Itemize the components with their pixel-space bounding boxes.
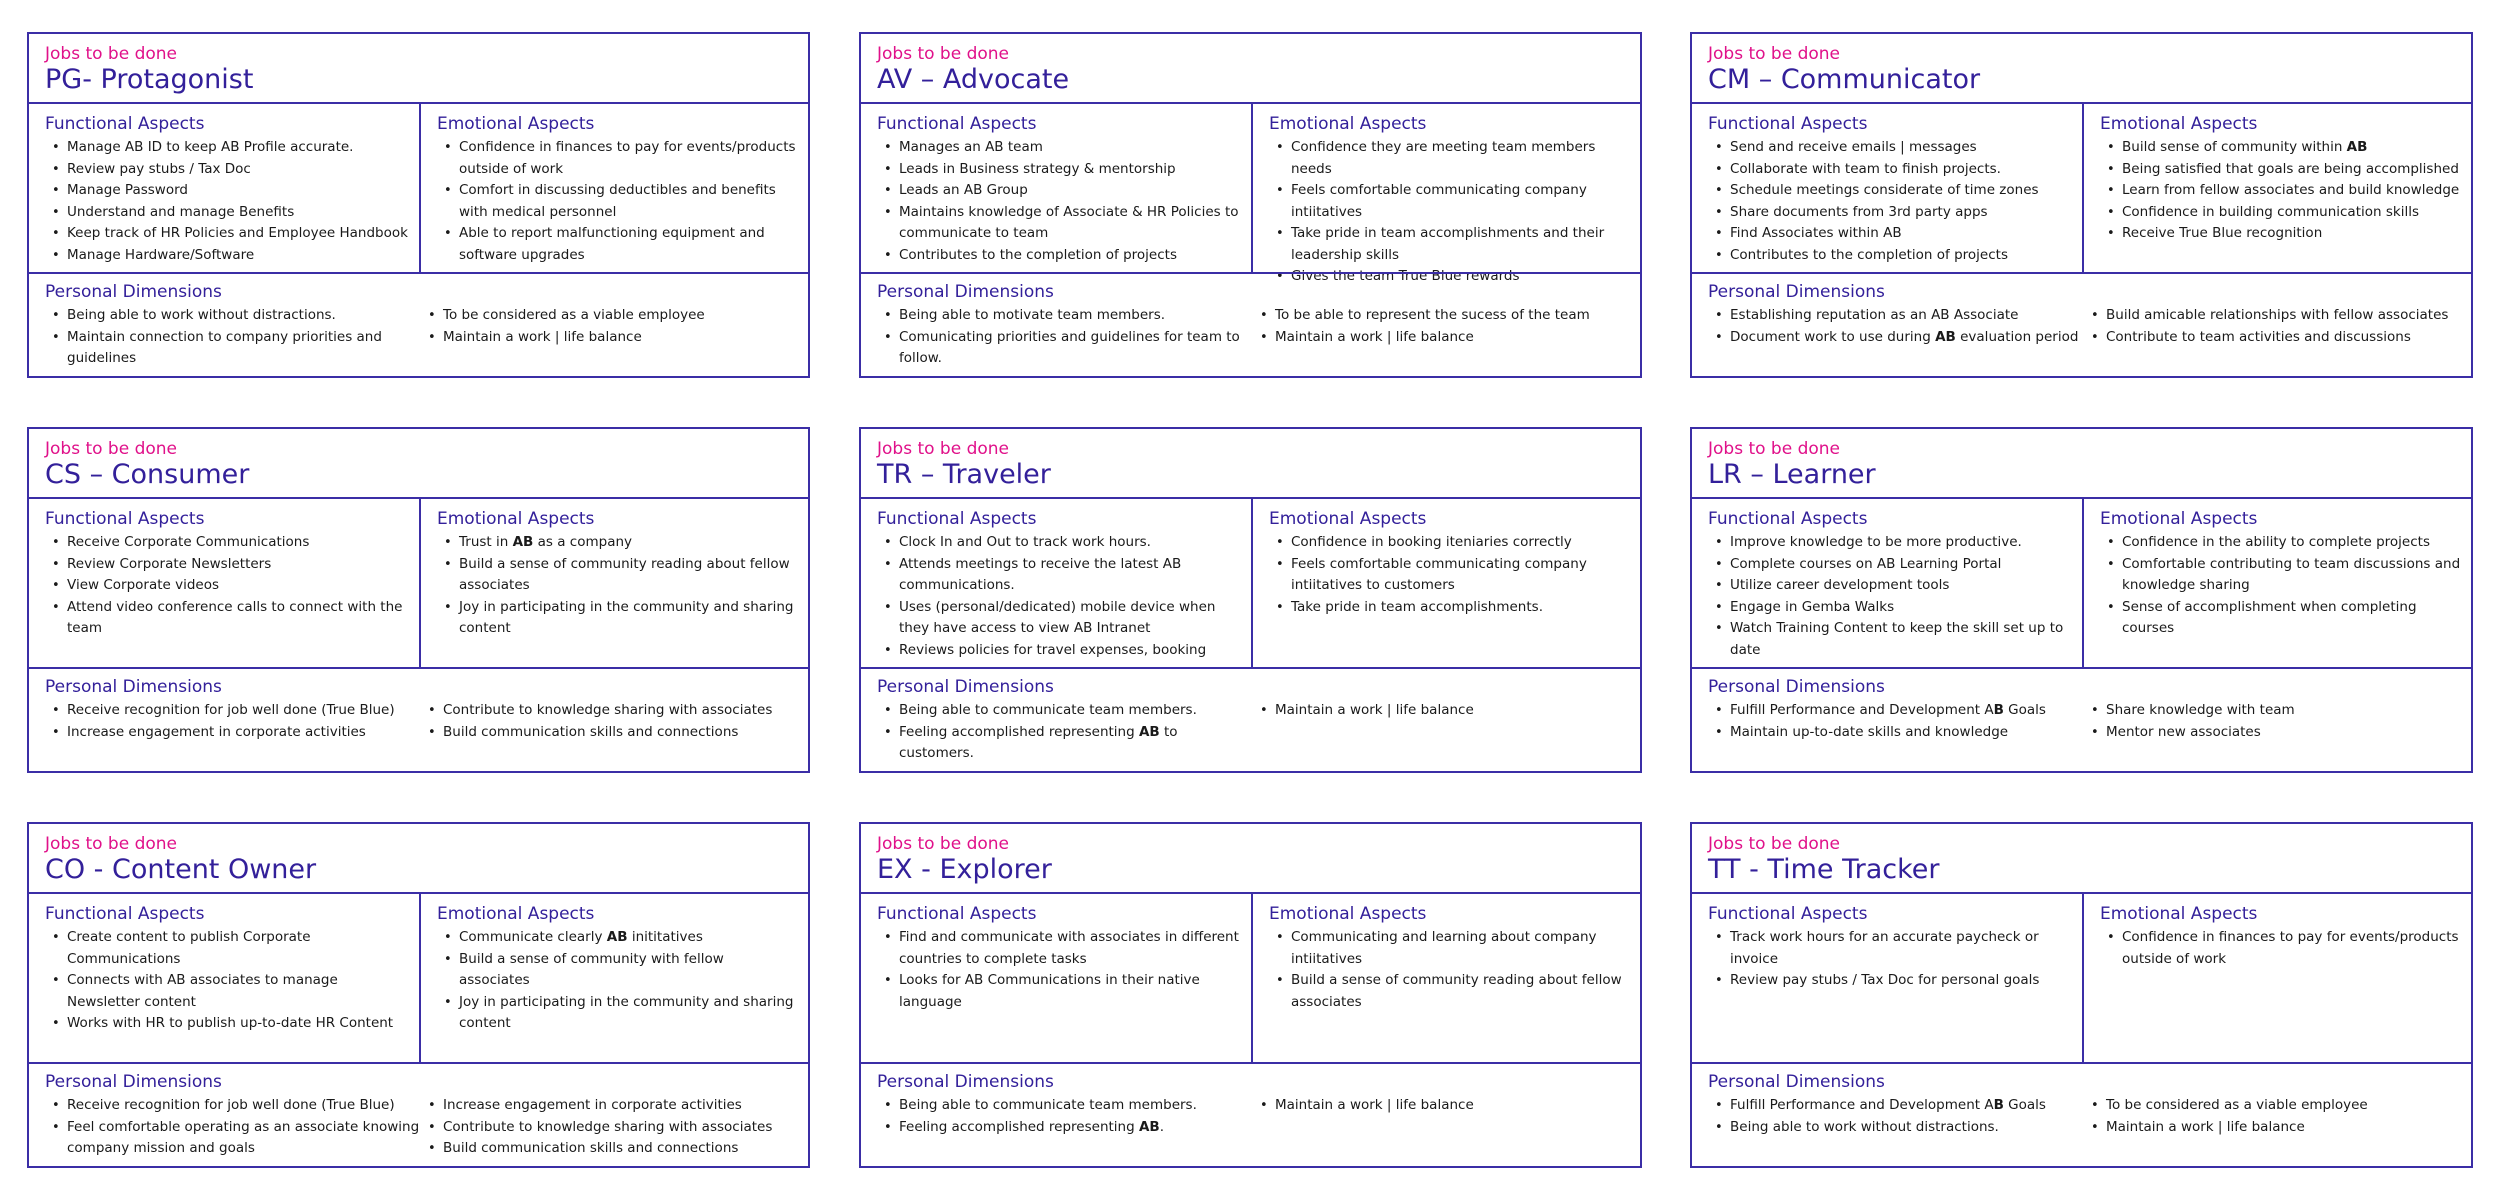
personal-dimension-item: • Comunicating priorities and guidelines for team to follow.: [877, 327, 1253, 370]
jobs-to-be-done-label: Jobs to be done: [45, 439, 178, 459]
personal-dimension-list: [2084, 305, 2454, 348]
persona-title: AV – Advocate: [877, 64, 1070, 95]
functional-aspects-section: [861, 499, 1253, 667]
personal-dimensions-right: [421, 305, 791, 348]
emotional-aspect-item: • Receive True Blue recognition: [2100, 223, 2461, 245]
emotional-aspect-item: • Gives the team True Blue rewards: [1269, 266, 1630, 288]
personal-dimension-item: • To be considered as a viable employee: [2084, 1095, 2454, 1117]
emotional-aspect-list: [437, 532, 798, 640]
personal-dimensions-heading: Personal Dimensions: [1708, 1072, 1885, 1092]
personal-dimension-list: [877, 305, 1253, 370]
functional-aspect-list: [45, 927, 409, 1035]
emotional-aspect-item: • Trust in AB as a company: [437, 532, 798, 554]
persona-card: [27, 822, 810, 1168]
functional-aspect-list: [1708, 137, 2072, 266]
functional-aspect-list: [877, 927, 1241, 1013]
functional-aspect-list: [877, 532, 1241, 661]
card-header: [1692, 429, 2471, 499]
personal-dimensions-left: [877, 700, 1253, 765]
personal-dimension-list: [1253, 305, 1623, 348]
functional-aspect-item: • Looks for AB Communications in their native language: [877, 970, 1241, 1013]
emotional-aspects-section: [2084, 894, 2471, 1062]
personal-dimensions-heading: Personal Dimensions: [45, 1072, 222, 1092]
functional-aspect-item: • Share documents from 3rd party apps: [1708, 202, 2072, 224]
functional-aspect-list: [45, 137, 409, 266]
emotional-aspect-list: [2100, 927, 2461, 970]
personal-dimension-item: • Mentor new associates: [2084, 722, 2454, 744]
personal-dimension-list: [1253, 1095, 1623, 1117]
emotional-aspect-list: [437, 927, 798, 1035]
emotional-aspect-item: • Comfort in discussing deductibles and benefits with medical personnel: [437, 180, 798, 223]
functional-aspect-list: [877, 137, 1241, 266]
functional-aspect-item: • Reviews policies for travel expenses, booking: [877, 640, 1241, 662]
emotional-aspect-item: • Sense of accomplishment when completing courses: [2100, 597, 2461, 640]
persona-card: [859, 822, 1642, 1168]
emotional-aspect-item: • Take pride in team accomplishments.: [1269, 597, 1630, 619]
emotional-aspect-item: • Confidence in building communication skills: [2100, 202, 2461, 224]
emotional-aspect-list: [2100, 137, 2461, 245]
functional-aspect-item: • Improve knowledge to be more productive.: [1708, 532, 2072, 554]
personal-dimension-list: [421, 700, 791, 743]
emotional-aspects-heading: Emotional Aspects: [2100, 509, 2258, 529]
personal-dimension-item: • Build amicable relationships with fellow associates: [2084, 305, 2454, 327]
personal-dimension-item: • Maintain a work | life balance: [1253, 1095, 1623, 1117]
personal-dimension-item: • Being able to motivate team members.: [877, 305, 1253, 327]
functional-aspect-item: • Attends meetings to receive the latest AB communications.: [877, 554, 1241, 597]
jobs-to-be-done-label: Jobs to be done: [45, 834, 178, 854]
functional-aspects-section: [29, 894, 421, 1062]
personal-dimension-item: • Contribute to team activities and discussions: [2084, 327, 2454, 349]
personal-dimensions-heading: Personal Dimensions: [1708, 677, 1885, 697]
functional-aspect-item: • Schedule meetings considerate of time zones: [1708, 180, 2072, 202]
functional-aspect-item: • Collaborate with team to finish projects.: [1708, 159, 2072, 181]
functional-aspect-item: • Leads in Business strategy & mentorship: [877, 159, 1241, 181]
personal-dimension-item: • To be able to represent the sucess of the team: [1253, 305, 1623, 327]
functional-aspects-section: [29, 499, 421, 667]
personal-dimension-item: • To be considered as a viable employee: [421, 305, 791, 327]
emotional-aspects-heading: Emotional Aspects: [1269, 114, 1427, 134]
personal-dimension-list: [1708, 1095, 2084, 1138]
persona-card: [1690, 32, 2473, 378]
personal-dimension-item: • Being able to communicate team members.: [877, 1095, 1253, 1117]
personal-dimensions-right: [1253, 1095, 1623, 1117]
persona-card: [859, 427, 1642, 773]
emotional-aspect-item: • Feels comfortable communicating company intiitatives: [1269, 180, 1630, 223]
card-header: [861, 429, 1640, 499]
emotional-aspects-heading: Emotional Aspects: [437, 509, 595, 529]
personal-dimensions-section: [1692, 1062, 2471, 1166]
functional-aspect-list: [45, 532, 409, 640]
persona-title: CS – Consumer: [45, 459, 250, 490]
emotional-aspect-item: • Build a sense of community reading about fellow associates: [1269, 970, 1630, 1013]
functional-aspect-item: • Clock In and Out to track work hours.: [877, 532, 1241, 554]
emotional-aspect-item: • Confidence in finances to pay for events/products outside of work: [2100, 927, 2461, 970]
emotional-aspects-heading: Emotional Aspects: [1269, 509, 1427, 529]
emotional-aspect-list: [2100, 532, 2461, 640]
functional-aspect-item: • Complete courses on AB Learning Portal: [1708, 554, 2072, 576]
emotional-aspects-heading: Emotional Aspects: [437, 904, 595, 924]
emotional-aspects-section: [421, 894, 808, 1062]
emotional-aspects-section: [421, 104, 808, 272]
personal-dimension-item: • Maintain a work | life balance: [2084, 1117, 2454, 1139]
jobs-to-be-done-label: Jobs to be done: [1708, 834, 1841, 854]
personal-dimension-item: • Being able to work without distractions.: [45, 305, 421, 327]
functional-aspect-item: • Review pay stubs / Tax Doc: [45, 159, 409, 181]
emotional-aspect-list: [437, 137, 798, 266]
personal-dimension-list: [45, 305, 421, 370]
functional-aspect-item: • Works with HR to publish up-to-date HR Content: [45, 1013, 409, 1035]
card-header: [861, 824, 1640, 894]
persona-title: CO - Content Owner: [45, 854, 317, 885]
functional-aspects-section: [1692, 894, 2084, 1062]
functional-aspect-item: • Leads an AB Group: [877, 180, 1241, 202]
persona-title: TT - Time Tracker: [1708, 854, 1940, 885]
personal-dimensions-left: [45, 1095, 421, 1160]
emotional-aspect-item: • Confidence in the ability to complete projects: [2100, 532, 2461, 554]
personal-dimension-item: • Maintain a work | life balance: [421, 327, 791, 349]
functional-aspect-item: • Contributes to the completion of projects: [877, 245, 1241, 267]
card-header: [29, 824, 808, 894]
personal-dimensions-heading: Personal Dimensions: [877, 282, 1054, 302]
personal-dimensions-right: [1253, 700, 1623, 722]
emotional-aspect-list: [1269, 137, 1630, 288]
emotional-aspect-item: • Confidence in finances to pay for events/products outside of work: [437, 137, 798, 180]
persona-card: [1690, 822, 2473, 1168]
jobs-to-be-done-label: Jobs to be done: [45, 44, 178, 64]
personal-dimensions-heading: Personal Dimensions: [45, 282, 222, 302]
emotional-aspect-item: • Take pride in team accomplishments and their leadership skills: [1269, 223, 1630, 266]
emotional-aspects-heading: Emotional Aspects: [1269, 904, 1427, 924]
emotional-aspects-section: [2084, 499, 2471, 667]
persona-title: EX - Explorer: [877, 854, 1052, 885]
personal-dimensions-heading: Personal Dimensions: [877, 677, 1054, 697]
personal-dimension-list: [45, 1095, 421, 1160]
personal-dimension-item: • Maintain a work | life balance: [1253, 700, 1623, 722]
emotional-aspect-item: • Learn from fellow associates and build knowledge: [2100, 180, 2461, 202]
personal-dimensions-section: [29, 1062, 808, 1166]
personal-dimension-item: • Increase engagement in corporate activities: [45, 722, 421, 744]
functional-aspects-heading: Functional Aspects: [1708, 904, 1868, 924]
emotional-aspect-item: • Able to report malfunctioning equipment and software upgrades: [437, 223, 798, 266]
personal-dimensions-right: [421, 700, 791, 743]
functional-aspect-item: • Review pay stubs / Tax Doc for personal goals: [1708, 970, 2072, 992]
emotional-aspect-item: • Joy in participating in the community and sharing content: [437, 597, 798, 640]
functional-aspect-item: • Manage Hardware/Software: [45, 245, 409, 267]
functional-aspect-item: • Send and receive emails | messages: [1708, 137, 2072, 159]
jobs-to-be-done-label: Jobs to be done: [877, 44, 1010, 64]
functional-aspect-list: [1708, 927, 2072, 992]
functional-aspect-item: • Find Associates within AB: [1708, 223, 2072, 245]
emotional-aspects-section: [1253, 499, 1640, 667]
personal-dimensions-left: [45, 305, 421, 370]
emotional-aspect-list: [1269, 532, 1630, 618]
personal-dimension-item: • Fulfill Performance and Development AB Goals: [1708, 1095, 2084, 1117]
emotional-aspect-item: • Confidence in booking iteniaries correctly: [1269, 532, 1630, 554]
personal-dimension-item: • Establishing reputation as an AB Associate: [1708, 305, 2084, 327]
functional-aspect-item: • Track work hours for an accurate paycheck or invoice: [1708, 927, 2072, 970]
personal-dimension-item: • Share knowledge with team: [2084, 700, 2454, 722]
persona-title: PG- Protagonist: [45, 64, 254, 95]
functional-aspect-item: • Maintains knowledge of Associate & HR Policies to communicate to team: [877, 202, 1241, 245]
personal-dimension-list: [421, 305, 791, 348]
personal-dimension-item: • Increase engagement in corporate activities: [421, 1095, 791, 1117]
personal-dimensions-section: [861, 272, 1640, 376]
personal-dimensions-left: [1708, 305, 2084, 348]
emotional-aspects-section: [2084, 104, 2471, 272]
personal-dimensions-section: [1692, 667, 2471, 771]
functional-aspects-heading: Functional Aspects: [877, 509, 1037, 529]
personal-dimensions-right: [1253, 305, 1623, 348]
emotional-aspect-item: • Communicate clearly AB inititatives: [437, 927, 798, 949]
personal-dimensions-right: [2084, 1095, 2454, 1138]
emotional-aspects-heading: Emotional Aspects: [437, 114, 595, 134]
jobs-to-be-done-label: Jobs to be done: [1708, 439, 1841, 459]
emotional-aspect-item: • Feels comfortable communicating company intiitatives to customers: [1269, 554, 1630, 597]
functional-aspect-item: • Keep track of HR Policies and Employee Handbook: [45, 223, 409, 245]
personal-dimension-list: [421, 1095, 791, 1160]
functional-aspect-item: • Find and communicate with associates in different countries to complete tasks: [877, 927, 1241, 970]
persona-card: [27, 427, 810, 773]
functional-aspect-item: • Utilize career development tools: [1708, 575, 2072, 597]
personal-dimension-item: • Feeling accomplished representing AB.: [877, 1117, 1253, 1139]
functional-aspects-section: [1692, 499, 2084, 667]
card-header: [29, 429, 808, 499]
personal-dimension-item: • Being able to communicate team members.: [877, 700, 1253, 722]
card-header: [861, 34, 1640, 104]
emotional-aspects-heading: Emotional Aspects: [2100, 904, 2258, 924]
jobs-to-be-done-label: Jobs to be done: [877, 439, 1010, 459]
functional-aspect-item: • Attend video conference calls to connect with the team: [45, 597, 409, 640]
personal-dimensions-left: [45, 700, 421, 743]
personal-dimension-item: • Feel comfortable operating as an associate knowing company mission and goals: [45, 1117, 421, 1160]
personal-dimensions-left: [1708, 1095, 2084, 1138]
emotional-aspects-section: [421, 499, 808, 667]
emotional-aspects-section: [1253, 894, 1640, 1062]
personal-dimension-list: [877, 700, 1253, 765]
emotional-aspect-item: • Joy in participating in the community and sharing content: [437, 992, 798, 1035]
emotional-aspect-item: • Communicating and learning about company intiitatives: [1269, 927, 1630, 970]
personal-dimension-item: • Document work to use during AB evaluation period: [1708, 327, 2084, 349]
personal-dimension-item: • Build communication skills and connections: [421, 1138, 791, 1160]
functional-aspect-item: • Receive Corporate Communications: [45, 532, 409, 554]
functional-aspect-item: • Create content to publish Corporate Communications: [45, 927, 409, 970]
functional-aspects-section: [1692, 104, 2084, 272]
personal-dimensions-section: [1692, 272, 2471, 376]
functional-aspects-heading: Functional Aspects: [1708, 509, 1868, 529]
functional-aspect-item: • Manage AB ID to keep AB Profile accurate.: [45, 137, 409, 159]
functional-aspects-section: [29, 104, 421, 272]
personal-dimensions-heading: Personal Dimensions: [45, 677, 222, 697]
emotional-aspects-section: [1253, 104, 1640, 284]
personal-dimensions-heading: Personal Dimensions: [877, 1072, 1054, 1092]
functional-aspect-item: • Connects with AB associates to manage Newsletter content: [45, 970, 409, 1013]
personal-dimension-list: [1708, 305, 2084, 348]
emotional-aspect-item: • Build a sense of community with fellow associates: [437, 949, 798, 992]
card-header: [29, 34, 808, 104]
personal-dimensions-right: [421, 1095, 791, 1160]
emotional-aspect-item: • Being satisfied that goals are being accomplished: [2100, 159, 2461, 181]
personal-dimension-list: [2084, 700, 2454, 743]
personal-dimension-item: • Receive recognition for job well done (True Blue): [45, 1095, 421, 1117]
functional-aspects-heading: Functional Aspects: [45, 114, 205, 134]
functional-aspects-heading: Functional Aspects: [45, 904, 205, 924]
personal-dimension-item: • Contribute to knowledge sharing with associates: [421, 1117, 791, 1139]
persona-card: [859, 32, 1642, 378]
functional-aspects-heading: Functional Aspects: [877, 114, 1037, 134]
emotional-aspect-item: • Build sense of community within AB: [2100, 137, 2461, 159]
personal-dimension-list: [1253, 700, 1623, 722]
emotional-aspect-item: • Comfortable contributing to team discussions and knowledge sharing: [2100, 554, 2461, 597]
emotional-aspect-item: • Build a sense of community reading about fellow associates: [437, 554, 798, 597]
persona-title: CM – Communicator: [1708, 64, 1981, 95]
personal-dimension-list: [45, 700, 421, 743]
functional-aspect-item: • Manages an AB team: [877, 137, 1241, 159]
card-header: [1692, 34, 2471, 104]
personal-dimension-list: [2084, 1095, 2454, 1138]
personal-dimension-item: • Receive recognition for job well done (True Blue): [45, 700, 421, 722]
emotional-aspect-item: • Confidence they are meeting team members needs: [1269, 137, 1630, 180]
emotional-aspect-list: [1269, 927, 1630, 1013]
personal-dimensions-right: [2084, 700, 2454, 743]
emotional-aspects-heading: Emotional Aspects: [2100, 114, 2258, 134]
functional-aspect-item: • Review Corporate Newsletters: [45, 554, 409, 576]
functional-aspects-section: [861, 894, 1253, 1062]
personal-dimension-item: • Build communication skills and connections: [421, 722, 791, 744]
functional-aspect-item: • Engage in Gemba Walks: [1708, 597, 2072, 619]
personal-dimensions-section: [29, 272, 808, 376]
functional-aspect-item: • Uses (personal/dedicated) mobile device when they have access to view AB Intranet: [877, 597, 1241, 640]
personal-dimension-list: [877, 1095, 1253, 1138]
personal-dimensions-heading: Personal Dimensions: [1708, 282, 1885, 302]
functional-aspects-heading: Functional Aspects: [1708, 114, 1868, 134]
personal-dimensions-left: [877, 1095, 1253, 1138]
personal-dimension-list: [1708, 700, 2084, 743]
functional-aspect-item: • Manage Password: [45, 180, 409, 202]
personal-dimensions-left: [1708, 700, 2084, 743]
functional-aspects-heading: Functional Aspects: [45, 509, 205, 529]
jobs-to-be-done-label: Jobs to be done: [1708, 44, 1841, 64]
functional-aspect-item: • Watch Training Content to keep the skill set up to date: [1708, 618, 2072, 661]
jobs-to-be-done-label: Jobs to be done: [877, 834, 1010, 854]
personal-dimensions-left: [877, 305, 1253, 370]
persona-card: [27, 32, 810, 378]
personal-dimensions-section: [861, 667, 1640, 771]
personal-dimension-item: • Fulfill Performance and Development AB Goals: [1708, 700, 2084, 722]
functional-aspects-section: [861, 104, 1253, 272]
personal-dimension-item: • Contribute to knowledge sharing with associates: [421, 700, 791, 722]
personal-dimensions-section: [29, 667, 808, 771]
functional-aspect-item: • View Corporate videos: [45, 575, 409, 597]
personal-dimension-item: • Being able to work without distractions.: [1708, 1117, 2084, 1139]
personal-dimensions-right: [2084, 305, 2454, 348]
persona-title: TR – Traveler: [877, 459, 1051, 490]
personal-dimension-item: • Feeling accomplished representing AB to customers.: [877, 722, 1253, 765]
personal-dimensions-section: [861, 1062, 1640, 1166]
personal-dimension-item: • Maintain up-to-date skills and knowledge: [1708, 722, 2084, 744]
functional-aspect-item: • Understand and manage Benefits: [45, 202, 409, 224]
persona-title: LR – Learner: [1708, 459, 1876, 490]
functional-aspect-item: • Contributes to the completion of projects: [1708, 245, 2072, 267]
persona-card: [1690, 427, 2473, 773]
functional-aspects-heading: Functional Aspects: [877, 904, 1037, 924]
personal-dimension-item: • Maintain connection to company priorities and guidelines: [45, 327, 421, 370]
card-header: [1692, 824, 2471, 894]
personal-dimension-item: • Maintain a work | life balance: [1253, 327, 1623, 349]
functional-aspect-list: [1708, 532, 2072, 661]
